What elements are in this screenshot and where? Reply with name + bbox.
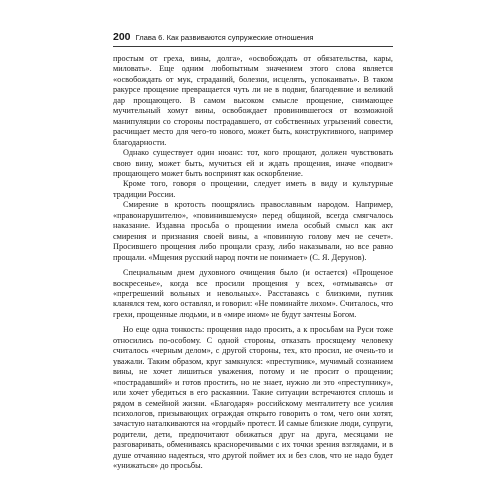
paragraph: Смирение в кротость поощрялись православным народом. Например, «правонарушителю», «повинившемуся» перед общиной, всегда смягчалось наказание. Издавна просьба о прощении имела особый смысл как акт смирения и признания своей вины, а «повинную голову меч не сечет». Просившего прощения либо прощали сразу, либо наказывали, но все равно прощали. «Мщения русский народ почти не понимает» (С. Я. Дерунов).	[113, 200, 393, 262]
page-header	[113, 31, 393, 47]
paragraph: простым от греха, вины, долга», «освобождать от обязательства, кары, миловать». Еще одним любопытным значением этого слова является «освобождать от мук, страданий, болезни, исцелять, успокаивать». В таком ракурсе прощение превращается чуть ли не в подвиг, благодеяние и великий дар прощающего. В самом высоком смысле прощение, снимающее мучительный хомут вины, освобождает провинившегося от возможной манипуляции со стороны пострадавшего, от собственных угрызений совести, расчищает место для чего-то нового, может быть, конструктивного, например благодарности.	[113, 54, 393, 147]
page-number: 200	[113, 31, 131, 43]
paragraph: Однако существует один нюанс: тот, кого прощают, должен чувствовать свою вину, может быть, мучиться ей и ждать прощения, иначе «подвиг» прощающего может быть воспринят как оскорбление.	[113, 148, 393, 178]
running-head: Глава 6. Как развиваются супружеские отношения	[135, 33, 314, 42]
body-text	[113, 54, 393, 472]
paragraph: Специальным днем духовного очищения было (и остается) «Прощеное воскресенье», когда все просили прощения у всех, «отмываясь» от «прегрешений вольных и невольных». Расставаясь с близкими, путник кланялся тем, кого оставлял, и говорил: «Не поминайте лихом». Считалось, что грехи, прощенные людьми, и в «мире ином» не будут зачтены Богом.	[113, 268, 393, 319]
paragraph: Но еще одна тонкость: прощения надо просить, а к просьбам на Руси тоже относились по-особому. С одной стороны, отказать просящему человеку считалось «черным делом», с другой стороны, тех, кто просил, не очень-то и уважали. Таким образом, круг замкнулся: «преступник», мучимый сознанием вины, не хочет лишиться уважения, потому и не просит о прощении; «пострадавший» и готов простить, но не знает, нужно ли это «преступнику», или хочет убедиться в его раскаянии. Такие ситуации встречаются сплошь и рядом в семейной жизни. «Благодаря» российскому менталитету все усилия психологов, призывающих ограждая открыто говорить о том, чего они хотят, зачастую наталкиваются на «гордый» протест. И самые близкие люди, супруги, родители, дети, предпочитают обижаться друг на друга, месяцами не разговаривать, обмениваясь красноречивыми с их точки зрения взглядами, и в душе отчаянно надеяться, что другой поймет их и без слов, что не надо будет «унижаться» до просьбы.	[113, 325, 393, 471]
paragraph: Кроме того, говоря о прощении, следует иметь в виду и культурные традиции России.	[113, 179, 393, 199]
